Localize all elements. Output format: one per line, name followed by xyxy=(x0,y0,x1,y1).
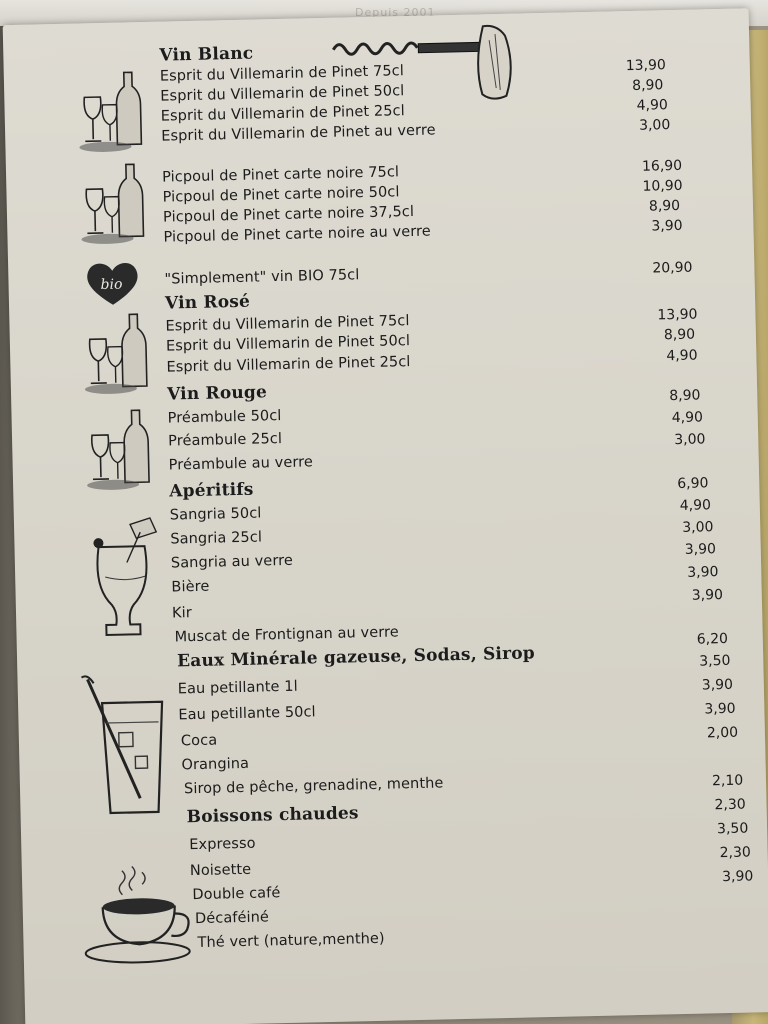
bio-label: bio xyxy=(100,276,123,294)
menu-price: 8,90 xyxy=(648,197,681,215)
menu-price: 6,20 xyxy=(696,630,729,648)
menu-item: Picpoul de Pinet carte noire 75cl xyxy=(161,164,400,186)
menu-price: 4,90 xyxy=(671,409,704,427)
soda-glass-icon xyxy=(77,672,175,824)
menu-price: 3,90 xyxy=(704,700,736,718)
menu-price: 13,90 xyxy=(657,306,698,324)
cocktail-glass-icon xyxy=(84,516,167,658)
menu-price: 3,90 xyxy=(701,676,734,694)
menu-item: Esprit du Villemarin de Pinet 25cl xyxy=(166,354,411,376)
menu-item: Picpoul de Pinet carte noire au verre xyxy=(163,223,432,246)
menu-item: Préambule 25cl xyxy=(167,430,283,450)
menu-price: 2,10 xyxy=(711,772,744,790)
section-title-boissons-chaudes: Boissons chaudes xyxy=(186,803,359,828)
menu-item: Noisette xyxy=(189,861,252,880)
menu-item: Esprit du Villemarin de Pinet au verre xyxy=(161,122,436,145)
menu-price: 3,00 xyxy=(682,519,714,536)
menu-item: Orangina xyxy=(181,755,250,774)
menu-price: 2,00 xyxy=(706,724,739,742)
section-title-aperitifs: Apéritifs xyxy=(169,479,254,502)
menu-price: 3,50 xyxy=(716,820,749,838)
menu-item: Sangria au verre xyxy=(170,552,294,572)
menu-price: 13,90 xyxy=(625,57,667,75)
menu-price: 3,90 xyxy=(691,587,724,604)
menu-price: 3,90 xyxy=(721,868,754,886)
menu-price: 3,90 xyxy=(684,541,717,558)
menu-price: 8,90 xyxy=(632,77,664,94)
section-title-vin-blanc: Vin Blanc xyxy=(159,43,254,66)
menu-price: 2,30 xyxy=(719,844,751,862)
menu-price: 16,90 xyxy=(641,157,683,175)
menu-price: 3,50 xyxy=(699,652,731,670)
menu-item: Picpoul de Pinet carte noire 50cl xyxy=(162,184,400,206)
menu-item: Eau petillante 1l xyxy=(177,678,298,698)
menu-item: Esprit du Villemarin de Pinet 50cl xyxy=(160,83,405,105)
menu-price: 8,90 xyxy=(663,326,696,344)
coffee-cup-icon xyxy=(78,863,200,976)
menu-item: "Simplement" vin BIO 75cl xyxy=(164,267,360,288)
menu-item: Thé vert (nature,menthe) xyxy=(197,930,385,952)
menu-item: Préambule 50cl xyxy=(167,407,282,427)
menu-price: 3,90 xyxy=(651,217,683,235)
bio-heart-icon xyxy=(82,258,143,309)
menu-item: Bière xyxy=(171,578,210,596)
menu-item: Sirop de pêche, grenadine, menthe xyxy=(183,775,444,798)
menu-price: 3,00 xyxy=(638,117,671,134)
menu-price: 4,90 xyxy=(636,97,669,114)
menu-item: Esprit du Villemarin de Pinet 75cl xyxy=(165,313,410,335)
wine-bottle-glasses-icon xyxy=(74,68,156,155)
section-title-eaux-sodas-sirop: Eaux Minérale gazeuse, Sodas, Sirop xyxy=(176,643,536,672)
menu-item: Esprit du Villemarin de Pinet 75cl xyxy=(159,63,405,85)
menu-item: Esprit du Villemarin de Pinet 50cl xyxy=(165,333,411,355)
menu-item: Eau petillante 50cl xyxy=(178,704,316,724)
menu-item: Expresso xyxy=(189,835,256,854)
menu-item: Décaféiné xyxy=(194,909,270,928)
wine-bottle-glasses-icon xyxy=(79,310,161,397)
menu-price: 4,90 xyxy=(679,497,712,514)
menu-price: 10,90 xyxy=(642,177,683,195)
section-title-vin-rouge: Vin Rouge xyxy=(166,382,268,405)
menu-item: Muscat de Frontignan au verre xyxy=(174,624,400,646)
menu-item: Picpoul de Pinet carte noire 37,5cl xyxy=(162,203,415,226)
menu-item: Coca xyxy=(180,732,218,750)
menu-price: 20,90 xyxy=(652,259,693,277)
top-edge-text: Depuis 2001 xyxy=(355,6,436,19)
menu-price: 4,90 xyxy=(666,347,698,365)
menu-price: 6,90 xyxy=(677,475,709,493)
menu-price: 3,00 xyxy=(674,431,706,449)
section-title-vin-rose: Vin Rosé xyxy=(164,291,251,314)
wine-bottle-glasses-icon xyxy=(81,406,163,493)
menu-item: Double café xyxy=(192,885,281,904)
drinks-menu xyxy=(3,8,768,1024)
menu-item: Sangria 50cl xyxy=(169,505,262,524)
menu-item: Préambule au verre xyxy=(168,454,314,474)
menu-item: Sangria 25cl xyxy=(170,529,263,548)
menu-price: 3,90 xyxy=(687,564,719,581)
menu-item: Esprit du Villemarin de Pinet 25cl xyxy=(160,103,405,125)
menu-price: 8,90 xyxy=(669,387,701,405)
wine-bottle-glasses-icon xyxy=(76,160,158,247)
menu-item: Kir xyxy=(171,605,193,622)
menu-price: 2,30 xyxy=(714,796,746,814)
menu-page xyxy=(3,8,768,1024)
